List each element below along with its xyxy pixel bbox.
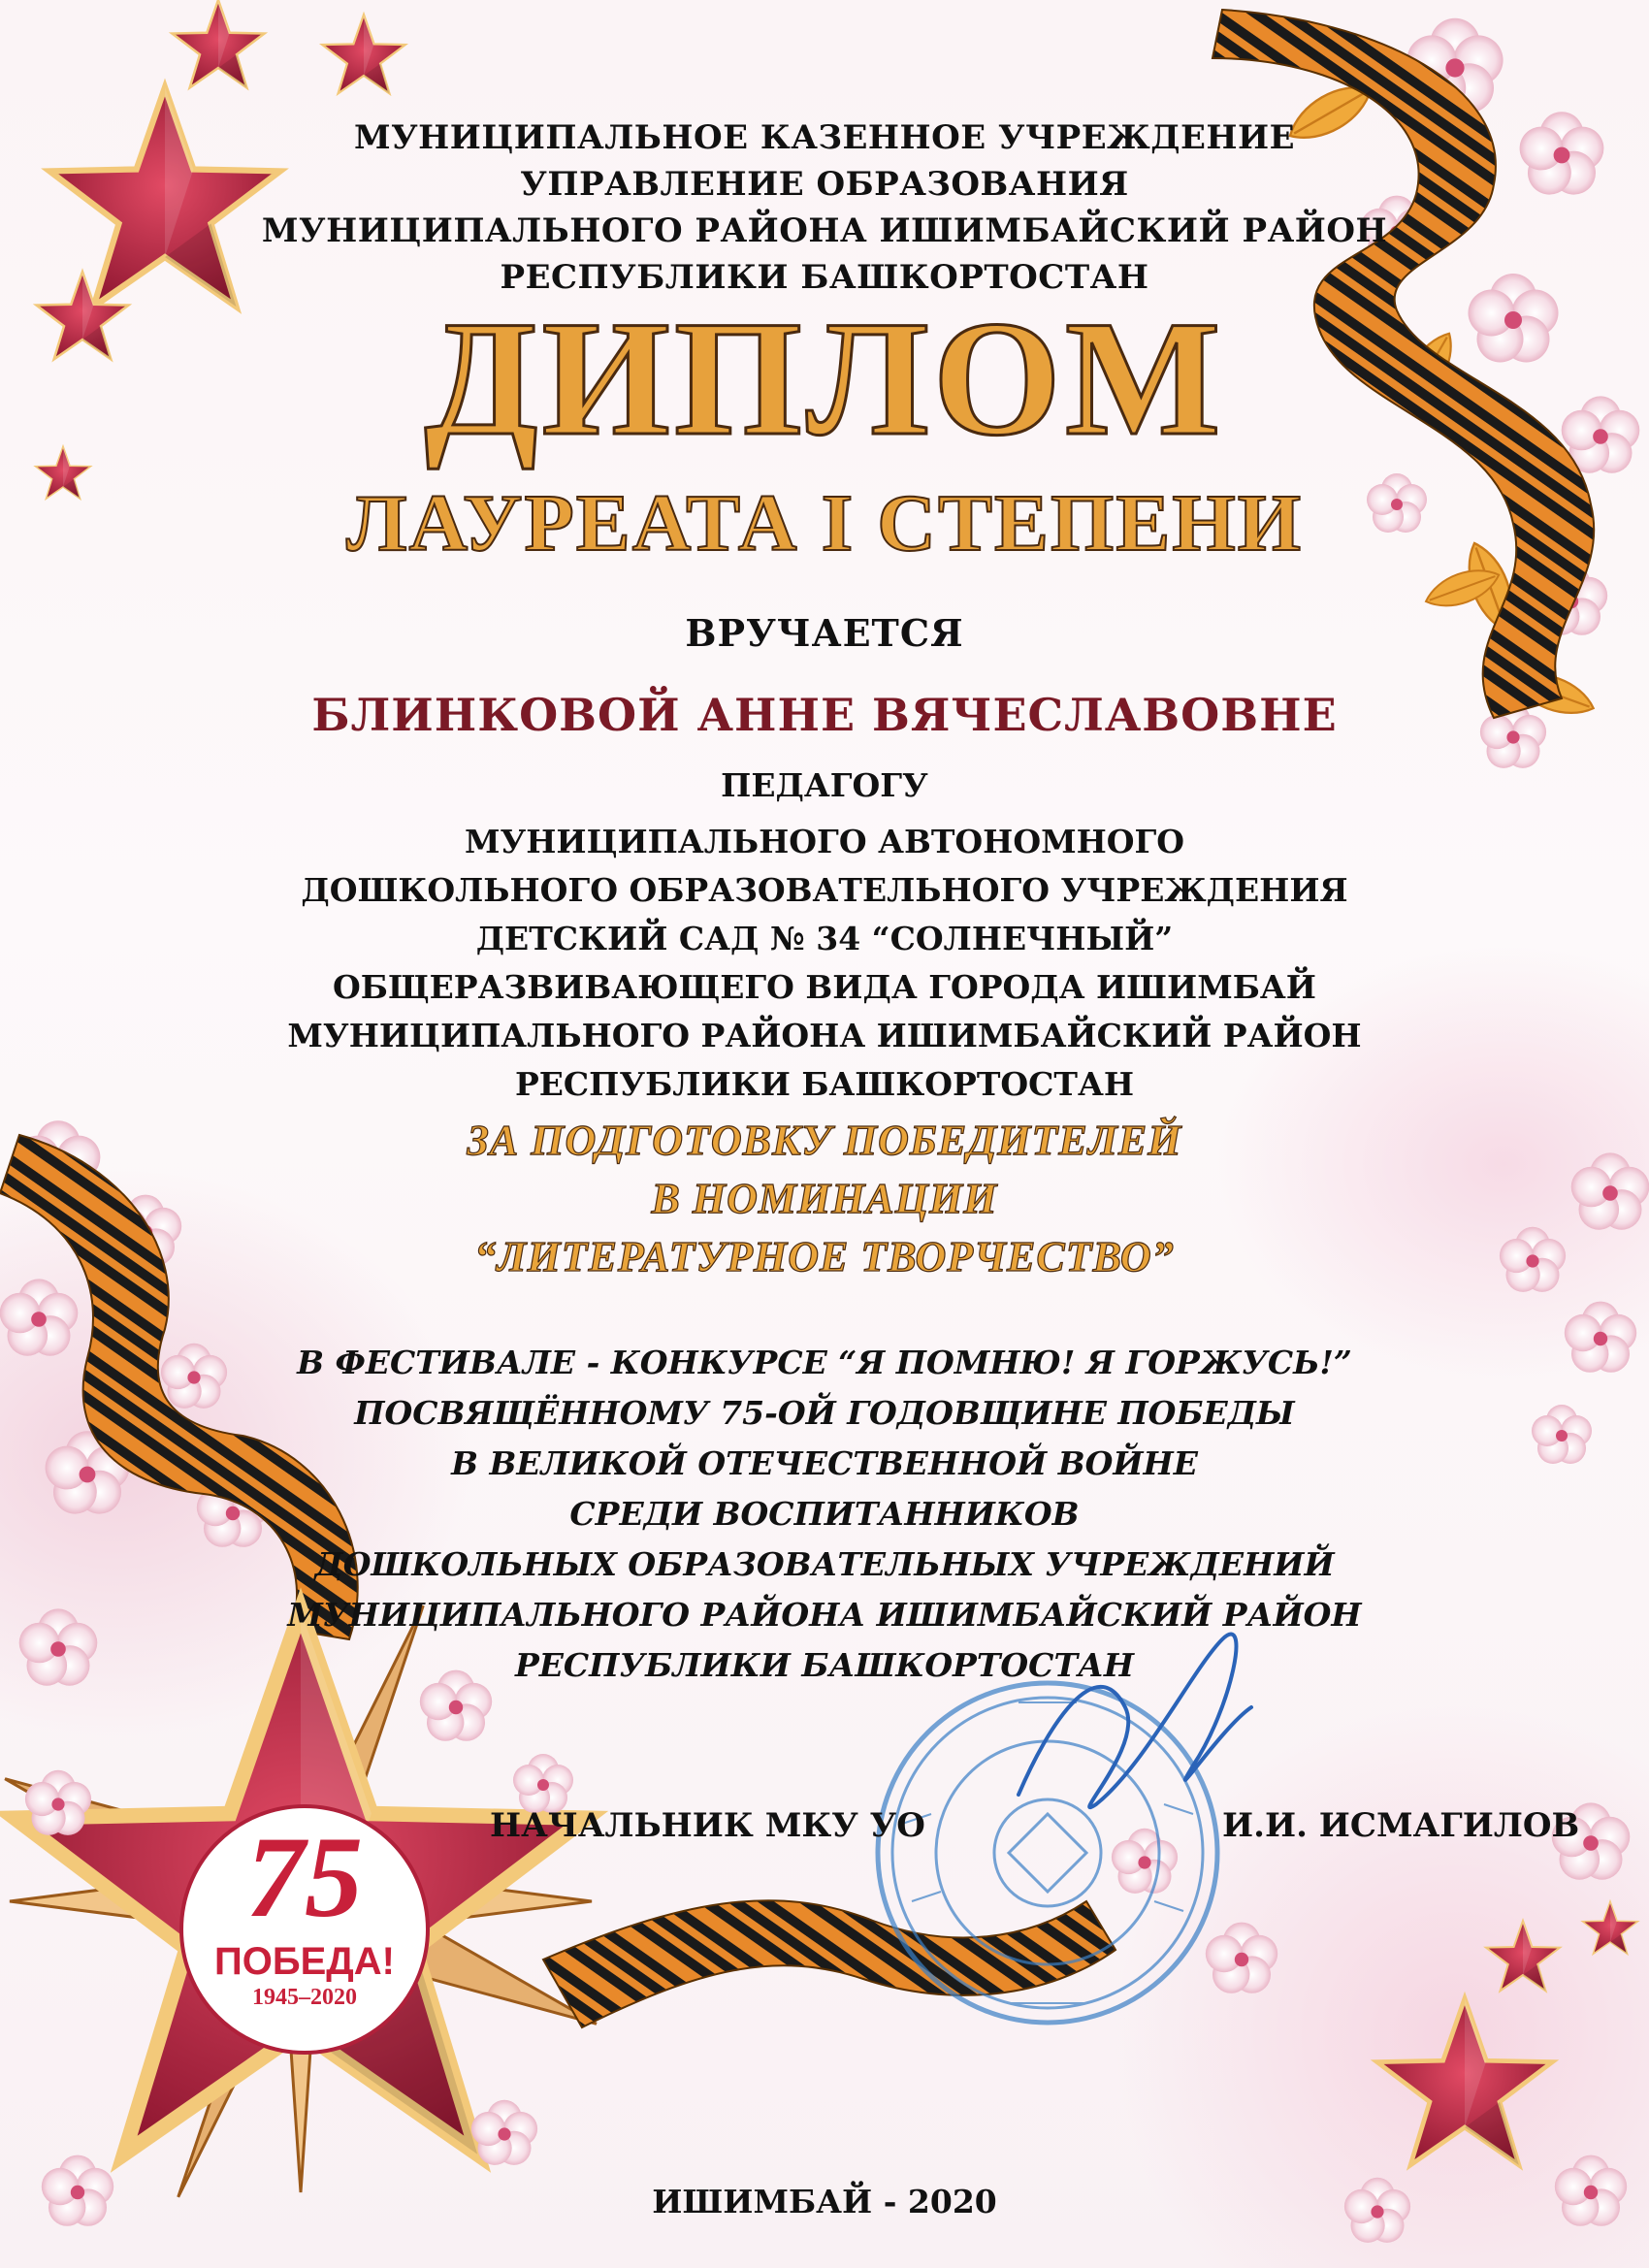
- header-line-3: МУНИЦИПАЛЬНОГО РАЙОНА ИШИМБАЙСКИЙ РАЙОН: [261, 211, 1388, 250]
- event-line-7: РЕСПУБЛИКИ БАШКОРТОСТАН: [514, 1646, 1135, 1684]
- emblem-word: ПОБЕДА!: [214, 1940, 395, 1983]
- diploma-subtitle: ЛАУРЕАТА I СТЕПЕНИ: [345, 478, 1304, 568]
- event-line-6: МУНИЦИПАЛЬНОГО РАЙОНА ИШИМБАЙСКИЙ РАЙОН: [287, 1596, 1362, 1634]
- institution-line-5: МУНИЦИПАЛЬНОГО РАЙОНА ИШИМБАЙСКИЙ РАЙОН: [287, 1017, 1362, 1054]
- blossom-decoration-bottom-right: [1112, 1802, 1630, 2242]
- diploma-title: ДИПЛОМ: [424, 287, 1225, 470]
- header-line-4: РЕСПУБЛИКИ БАШКОРТОСТАН: [500, 258, 1149, 297]
- footer-place-year: ИШИМБАЙ - 2020: [652, 2183, 997, 2220]
- award-line-3: “ЛИТЕРАТУРНОЕ ТВОРЧЕСТВО”: [474, 1233, 1175, 1280]
- event-line-1: В ФЕСТИВАЛЕ - КОНКУРСЕ “Я ПОМНЮ! Я ГОРЖУСЬ!”: [297, 1344, 1352, 1381]
- award-line-2: В НОМИНАЦИИ: [651, 1175, 998, 1222]
- institution-line-3: ДЕТСКИЙ САД № 34 “СОЛНЕЧНЫЙ”: [475, 920, 1174, 957]
- institution-line-4: ОБЩЕРАЗВИВАЮЩЕГО ВИДА ГОРОДА ИШИМБАЙ: [333, 968, 1316, 1006]
- institution-line-6: РЕСПУБЛИКИ БАШКОРТОСТАН: [514, 1065, 1135, 1103]
- award-line-1: ЗА ПОДГОТОВКУ ПОБЕДИТЕЛЕЙ: [467, 1117, 1182, 1164]
- event-line-4: СРЕДИ ВОСПИТАННИКОВ: [569, 1495, 1080, 1533]
- recipient-role: ПЕДАГОГУ: [721, 766, 928, 804]
- header-line-1: МУНИЦИПАЛЬНОЕ КАЗЕННОЕ УЧРЕЖДЕНИЕ: [353, 118, 1296, 157]
- emblem-number: 75: [246, 1812, 363, 1941]
- event-line-2: ПОСВЯЩЁННОМУ 75-ОЙ ГОДОВЩИНЕ ПОБЕДЫ: [354, 1394, 1295, 1432]
- victory-75-emblem: [179, 1804, 430, 2055]
- signatory-name: И.И. ИСМАГИЛОВ: [1222, 1806, 1580, 1845]
- institution-line-2: ДОШКОЛЬНОГО ОБРАЗОВАТЕЛЬНОГО УЧРЕЖДЕНИЯ: [301, 871, 1348, 909]
- presented-label: ВРУЧАЕТСЯ: [685, 611, 964, 655]
- event-line-5: ДОШКОЛЬНЫХ ОБРАЗОВАТЕЛЬНЫХ УЧРЕЖДЕНИЙ: [314, 1545, 1335, 1583]
- recipient-name: БЛИНКОВОЙ АННЕ ВЯЧЕСЛАВОВНЕ: [311, 689, 1338, 741]
- event-line-3: В ВЕЛИКОЙ ОТЕЧЕСТВЕННОЙ ВОЙНЕ: [451, 1444, 1198, 1482]
- header-line-2: УПРАВЛЕНИЕ ОБРАЗОВАНИЯ: [520, 165, 1129, 204]
- emblem-years: 1945–2020: [252, 1985, 357, 2010]
- star-decoration-bottom-right: [1377, 1901, 1638, 2165]
- institution-line-1: МУНИЦИПАЛЬНОГО АВТОНОМНОГО: [464, 823, 1185, 860]
- signatory-position: НАЧАЛЬНИК МКУ УО: [490, 1806, 925, 1845]
